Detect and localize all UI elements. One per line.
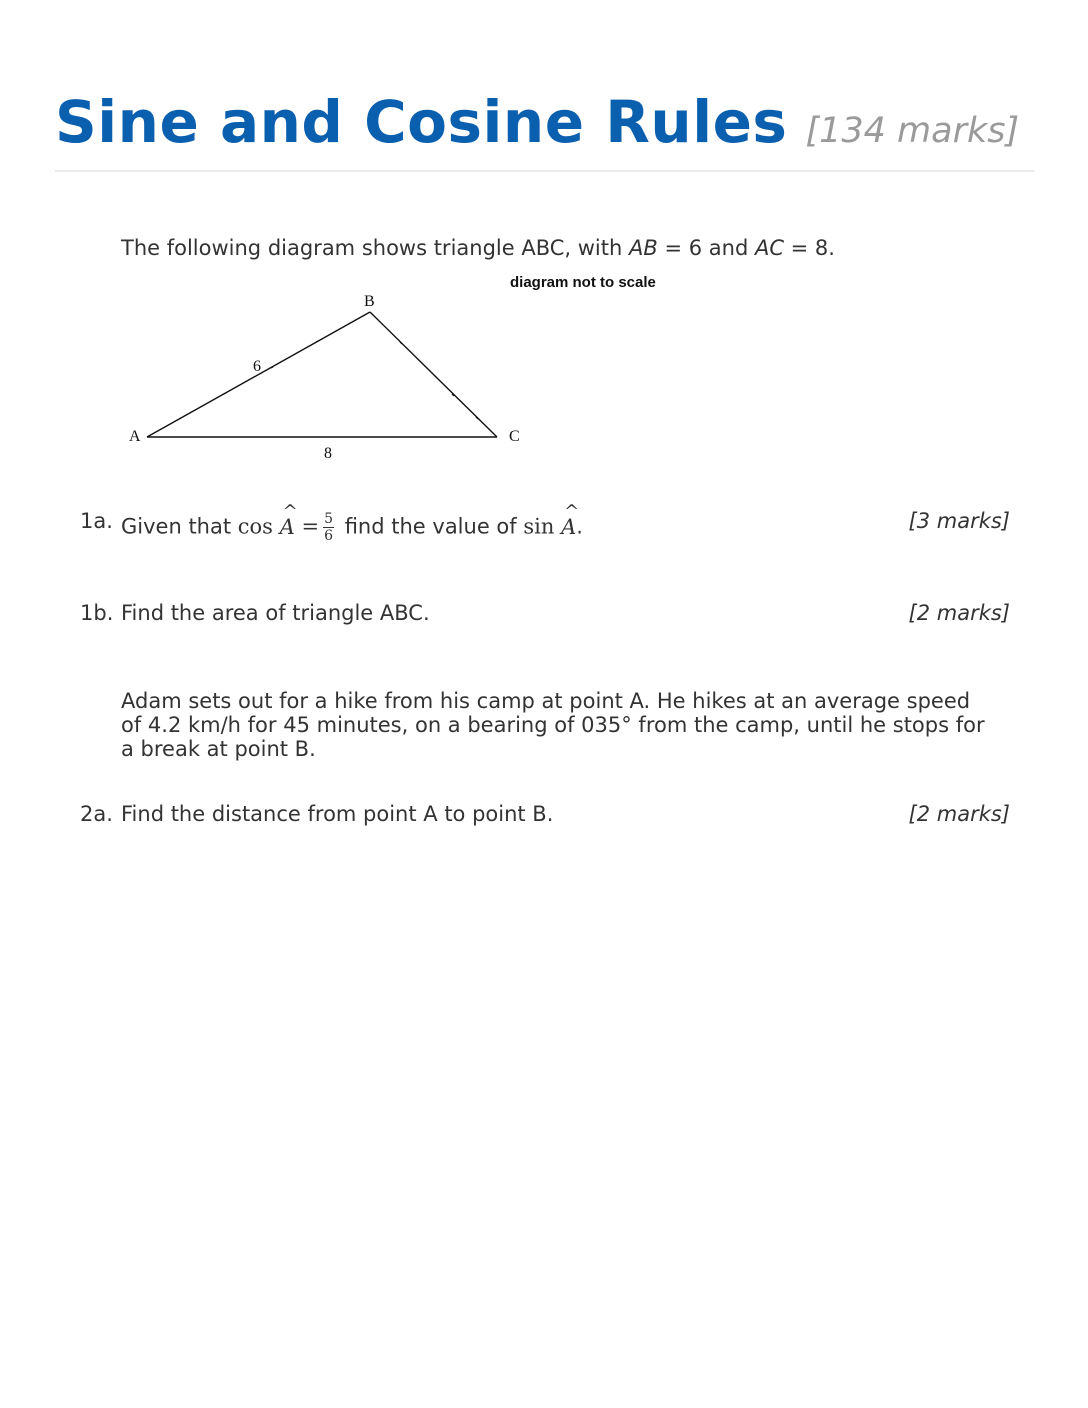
segment-ac: AC [754, 236, 784, 260]
vertex-a-label: A [129, 428, 141, 445]
question-marks-1b: [2 marks] [908, 601, 1010, 625]
question-number-1a: 1a. [80, 509, 113, 533]
question-text-2a: Find the distance from point A to point B. [121, 802, 554, 826]
question-number-1b: 1b. [80, 601, 114, 625]
question-marks-1a: [3 marks] [908, 509, 1010, 533]
a-hat-2: ^ A [561, 500, 580, 539]
question-text-1a: Given that cos ^ A = $\frac{5}{6}$ find the value of sin ^ A. [121, 500, 583, 544]
diagram-note: diagram not to scale [510, 274, 656, 291]
question-number-2a: 2a. [80, 802, 113, 826]
question-marks-2a: [2 marks] [908, 802, 1010, 826]
total-marks: [134 marks] [805, 111, 1020, 151]
side-ab-label: 6 [253, 358, 261, 375]
page-header [55, 88, 1033, 156]
a-hat: ^ A [279, 500, 298, 539]
side-tick-marks [179, 315, 478, 419]
fraction: $\frac{5}{6}$ [324, 511, 334, 544]
segment-ab: AB [629, 236, 658, 260]
question-stem-1: The following diagram shows triangle ABC, with AB = 6 and AC = 8. [121, 236, 835, 260]
vertex-b-label: B [364, 293, 375, 310]
side-ac-label: 8 [324, 445, 332, 462]
question-stem-2: Adam sets out for a hike from his camp at point A. He hikes at an average speed of 4.2 km/h for 45 minutes, on a bearing of 035° from the camp, until he stops for a break at point B. [121, 689, 985, 761]
vertex-c-label: C [509, 428, 520, 445]
triangle-diagram [120, 268, 700, 468]
question-text-1b: Find the area of triangle ABC. [121, 601, 430, 625]
page-title: Sine and Cosine Rules [55, 88, 788, 156]
header-divider [55, 170, 1035, 172]
